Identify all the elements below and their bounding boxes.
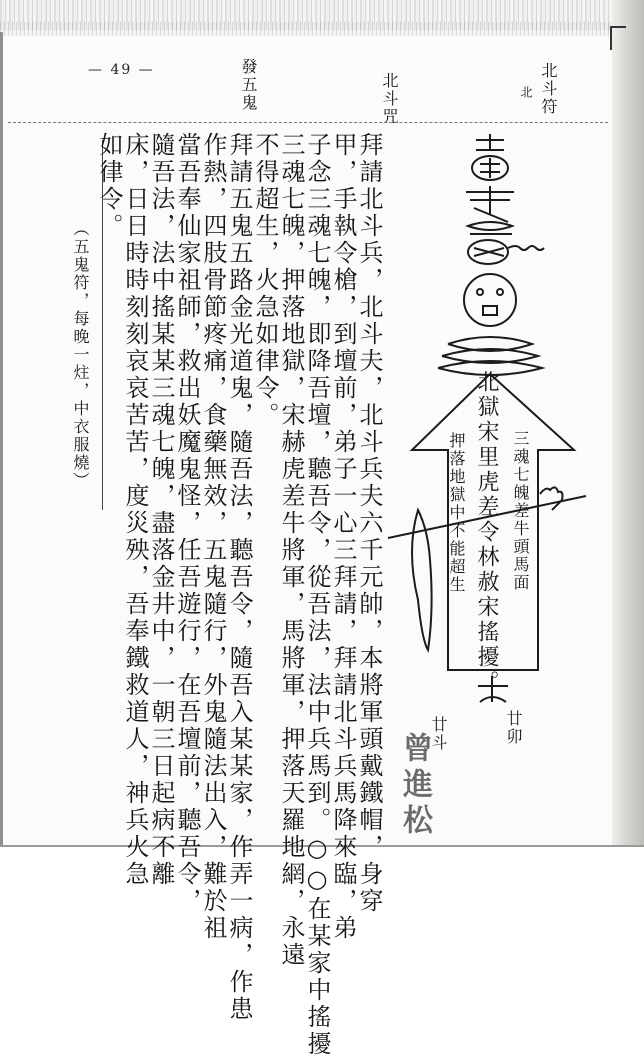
chant-line: 拜請北斗兵，北斗夫，北斗兵夫六千元帥，本將軍頭戴鐵帽，身穿 (355, 132, 383, 915)
spell-line: 當吾奉仙家祖師，救出妖魔鬼怪，任吾遊行，在吾壇前，聽吾令， (173, 132, 201, 915)
binding-edge (612, 0, 644, 911)
five-ghosts-title: 發五鬼 (239, 58, 258, 112)
spell-line: 隨吾法，法中搖某某三魂七魄，盡落金井中，一朝三日起病不離 (147, 132, 175, 888)
header-divider (8, 122, 608, 123)
talisman-right-hand (540, 487, 563, 510)
spell-line: 如律令。 (95, 132, 123, 240)
spell-line: 拜請五鬼五路金光道鬼，隨吾法，聽吾令，隨吾入某某家，作弄一病，作患 (225, 132, 253, 1023)
corner-title: 北斗符 (539, 62, 558, 116)
talisman-text-center: 北獄宋里虎差令林赦宋搖擾。 (474, 370, 499, 695)
talisman-mark-right: 廿卯 (504, 710, 523, 746)
spell-line: 作熱，四肢骨節疼痛，食藥無效，五鬼隨行，外鬼隨法出入，難於祖 (199, 132, 227, 942)
talisman-text-left: 押落地獄中不能超生 (447, 432, 466, 594)
scan-noise-band (0, 22, 644, 36)
chant-line: 子念三魂七魄，即降吾壇，聽吾令，從吾法，法中兵馬到。○○在某家中搖擾 (303, 132, 331, 1058)
chant-line: 不得超生，火急如律令。 (251, 132, 279, 429)
header-small-label: 北 (519, 86, 533, 99)
usage-note: （五鬼符，每晚一炷，中衣服燒） (71, 220, 90, 490)
talisman-mark-left: 廿斗 (429, 716, 448, 752)
spell-line: 床，日日時時刻刻哀哀苦苦，度災殃，吾奉鐵救道人，神兵火急 (121, 132, 149, 888)
talisman-head (464, 274, 516, 326)
chant-line: 甲，手執令槍，到壇前，弟子一心三拜請，拜請北斗兵馬降來臨，弟 (329, 132, 357, 942)
chant-title: 北斗咒 (380, 72, 399, 126)
talisman-text-right: 三魂七魄差牛頭馬面 (511, 430, 530, 592)
talisman-glyph-top (476, 134, 504, 150)
page-number: — 49 — (88, 62, 155, 78)
chant-line: 三魂七魄，押落地獄，宋赫虎差牛將軍，馬將軍，押落天羅地網，永遠 (277, 132, 305, 969)
corner-bracket (610, 26, 626, 50)
author-signature: 曾進松 (397, 732, 432, 840)
page-border-left (0, 32, 3, 847)
